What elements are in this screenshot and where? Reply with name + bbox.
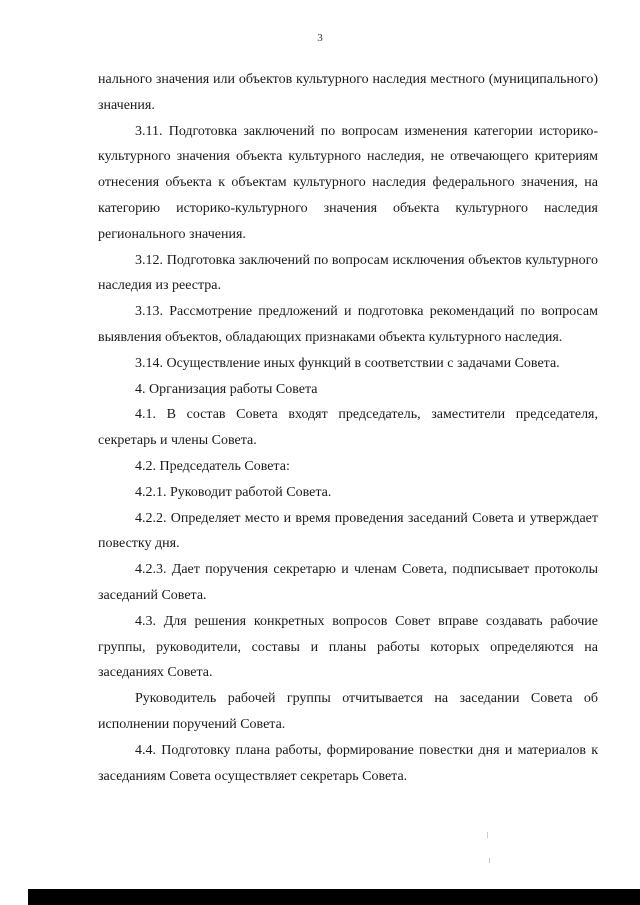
paragraph-3-12: 3.12. Подготовка заключений по вопросам исключения объектов культурного наследия из реестра. <box>98 252 598 294</box>
scan-border-bar <box>28 889 640 905</box>
paragraph-4-1: 4.1. В состав Совета входят председатель, заместители председателя, секретарь и члены Совета. <box>98 407 598 449</box>
paragraph-4-2-2: 4.2.2. Определяет место и время проведения заседаний Совета и утверждает повестку дня. <box>98 510 598 552</box>
paragraph-4-2: 4.2. Председатель Совета: <box>135 458 290 474</box>
paragraph-4-3: 4.3. Для решения конкретных вопросов Совет вправе создавать рабочие группы, руководители, составы и планы работы которых определяются на заседаниях Совета. <box>98 613 598 681</box>
paragraph-3-11: 3.11. Подготовка заключений по вопросам изменения категории историко-культурного значения объекта культурного наследия, не отвечающего критериям отнесения объекта к объектам культурного наследия федерального значения, на категорию историко-культурного значения объекта культурного наследия регионального значения. <box>98 123 598 242</box>
paragraph-continuation: нального значения или объектов культурного наследия местного (муниципального) значения. <box>98 72 598 113</box>
paragraph-3-14: 3.14. Осуществление иных функций в соответствии с задачами Совета. <box>135 355 560 371</box>
page-number: 3 <box>317 32 323 44</box>
paragraph-working-group: Руководитель рабочей группы отчитывается на заседании Совета об исполнении поручений Совета. <box>98 691 598 732</box>
scan-artifact <box>487 832 488 838</box>
document-body <box>98 67 598 789</box>
paragraph-4-4: 4.4. Подготовку плана работы, формирование повестки дня и материалов к заседаниям Совета осуществляет секретарь Совета. <box>98 742 598 784</box>
paragraph-4-2-3: 4.2.3. Дает поручения секретарю и членам Совета, подписывает протоколы заседаний Совета. <box>98 562 598 603</box>
scan-artifact <box>489 858 490 863</box>
section-heading-4: 4. Организация работы Совета <box>135 381 318 397</box>
paragraph-3-13: 3.13. Рассмотрение предложений и подготовка рекомендаций по вопросам выявления объектов, обладающих признаками объекта культурного наследия. <box>98 304 598 345</box>
paragraph-4-2-1: 4.2.1. Руководит работой Совета. <box>135 484 332 500</box>
